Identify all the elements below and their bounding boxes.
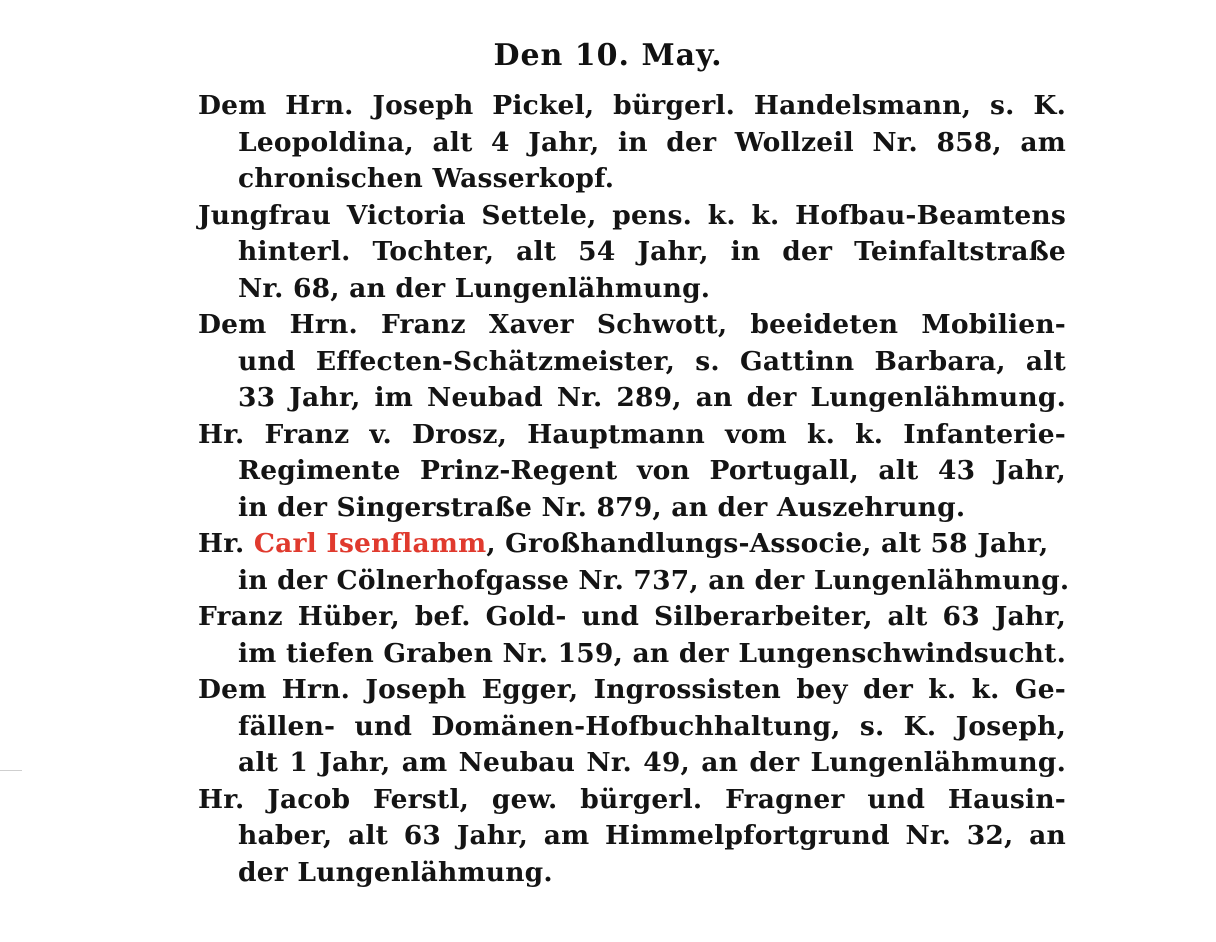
notice-line: Dem Hrn. Joseph Pickel, bürgerl. Handelsmann, s. K. xyxy=(198,90,1066,121)
notice-entry-pickel xyxy=(198,88,1066,198)
notice-line: und Effecten-Schätzmeister, s. Gattinn Barbara, alt xyxy=(238,345,1066,377)
notice-line-prefix: Hr. xyxy=(198,528,254,559)
notice-line-suffix: , Großhandlungs-Associe, alt 58 Jahr, xyxy=(486,528,1049,559)
notice-line: alt 1 Jahr, am Neubau Nr. 49, an der Lungenlähmung. xyxy=(238,747,1066,778)
notice-line: im tiefen Graben Nr. 159, an der Lungenschwindsucht. xyxy=(238,637,1066,669)
highlighted-name: Carl Isenflamm xyxy=(253,528,487,559)
notice-line: Nr. 68, an der Lungenlähmung. xyxy=(238,272,711,304)
notice-entry-schwott xyxy=(198,307,1066,417)
notice-line: Dem Hrn. Joseph Egger, Ingrossisten bey der k. k. Ge- xyxy=(198,674,1066,705)
scan-artifact-mark xyxy=(0,770,22,771)
notice-line: Leopoldina, alt 4 Jahr, in der Wollzeil Nr. 858, am xyxy=(238,126,1066,158)
notice-line: Hr. Franz v. Drosz, Hauptmann vom k. k. Infanterie- xyxy=(198,418,1066,450)
notice-entry-drosz xyxy=(198,417,1066,527)
notice-line: Regimente Prinz-Regent von Portugall, alt 43 Jahr, xyxy=(238,455,1066,486)
notice-entry-ferstl xyxy=(198,782,1066,892)
notice-line: hinterl. Tochter, alt 54 Jahr, in der Teinfaltstraße xyxy=(238,236,1066,267)
notice-line: der Lungenlähmung. xyxy=(238,856,553,888)
death-notice-list xyxy=(198,88,1070,891)
notice-line xyxy=(198,526,1066,563)
notice-line: chronischen Wasserkopf. xyxy=(238,163,615,194)
notice-line: Franz Hüber, bef. Gold- und Silberarbeiter, alt 63 Jahr, xyxy=(198,601,1066,632)
notice-line: 33 Jahr, im Neubad Nr. 289, an der Lungenlähmung. xyxy=(238,382,1066,413)
notice-entry-isenflamm xyxy=(198,526,1070,599)
notice-line: in der Cölnerhofgasse Nr. 737, an der Lungenlähmung. xyxy=(238,564,1070,596)
notice-line: fällen- und Domänen-Hofbuchhaltung, s. K. Joseph, xyxy=(238,710,1066,742)
notice-line: Hr. Jacob Ferstl, gew. bürgerl. Fragner und Hausin- xyxy=(198,783,1066,815)
date-heading: Den 10. May. xyxy=(493,38,723,73)
notice-entry-hueber xyxy=(198,599,1066,672)
notice-entry-egger xyxy=(198,672,1066,782)
notice-line: in der Singerstraße Nr. 879, an der Auszehrung. xyxy=(238,491,966,523)
notice-entry-settele xyxy=(198,198,1066,308)
notice-line: Jungfrau Victoria Settele, pens. k. k. Hofbau-Beamtens xyxy=(198,199,1066,231)
notice-line: Dem Hrn. Franz Xaver Schwott, beeideten Mobilien- xyxy=(198,309,1066,340)
notice-line: haber, alt 63 Jahr, am Himmelpfortgrund Nr. 32, an xyxy=(238,820,1066,851)
